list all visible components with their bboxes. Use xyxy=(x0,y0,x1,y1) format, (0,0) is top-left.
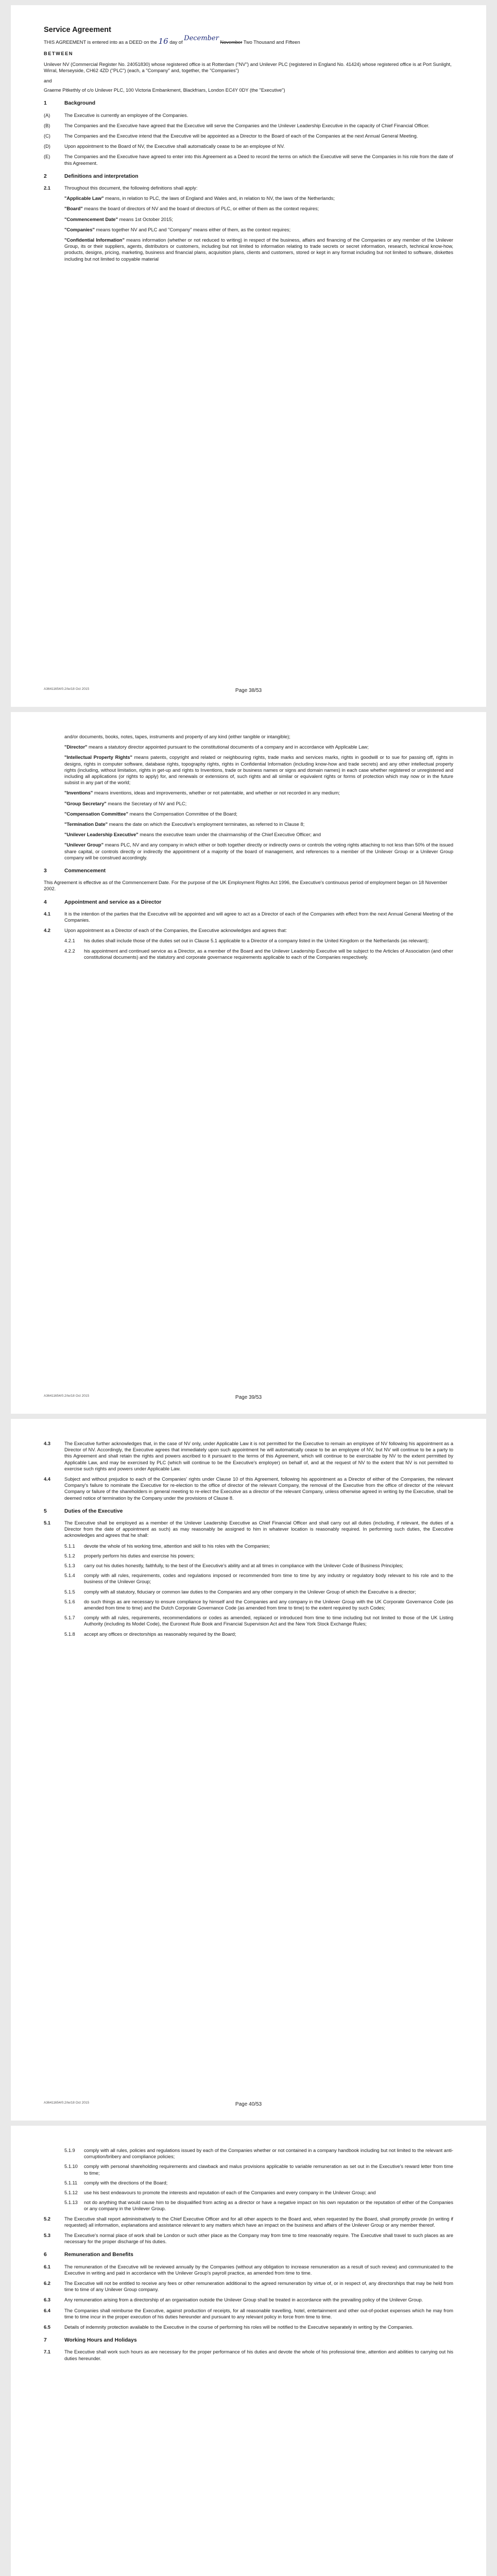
recital-number: (A) xyxy=(44,112,50,118)
recital-number: (E) xyxy=(44,154,50,160)
clause-text: The Companies shall reimburse the Executive, against production of receipts, for all reasonable travelling, hotel, entertainment and other out-of-pocket expenses which he may from time to time incur in the proper execution of his duties hereunder and pursuant to any relevant policy in force from time to time. xyxy=(64,2308,453,2319)
section-heading-duties xyxy=(44,1509,453,1515)
section-heading-definitions xyxy=(44,174,453,180)
clause-5-1-5 xyxy=(64,1589,453,1595)
section-title: Duties of the Executive xyxy=(64,1508,123,1514)
definition-text: means 1st October 2015; xyxy=(117,216,173,222)
clause-text: The Executive will not be entitled to receive any fees or other remuneration additional to the agreed remuneration by virtue of, or in respect of, any directorships that may be held from time to time of any Unilever Group company. xyxy=(64,2281,453,2293)
footer-document-ref: A36411654/0.2/Ie/18 Oct 2015 xyxy=(44,2101,90,2105)
clause-5-1-8 xyxy=(64,1631,453,1637)
subclause-number: 5.1.5 xyxy=(64,1589,75,1595)
clause-number: 6.3 xyxy=(44,2297,50,2303)
definition-text: means the Secretary of NV and PLC; xyxy=(106,801,187,806)
section-number: 3 xyxy=(44,868,47,874)
recital-d xyxy=(44,143,453,149)
subclause-number: 5.1.10 xyxy=(64,2164,78,2170)
clause-text: It is the intention of the parties that the Executive will be appointed and will agree to act as a Director of each of the Companies with effect from the next Annual General Meeting of the Companies. xyxy=(64,911,453,923)
definition-confidential-information xyxy=(64,237,453,262)
clause-5-1-13 xyxy=(64,2199,453,2212)
subclause-text: carry out his duties honestly, faithfully, to the best of the Executive's ability and at all times in compliance with the Unilever Code of Business Principles; xyxy=(84,1563,403,1569)
definition-text: means a statutory director appointed pursuant to the constitutional documents of a company and in accordance with Applicable Law; xyxy=(87,744,369,750)
footer-page-number: Page 40/53 xyxy=(235,2102,262,2107)
subclause-number: 4.2.2 xyxy=(64,948,75,954)
recital-a xyxy=(44,112,453,118)
footer-page-number: Page 39/53 xyxy=(235,1395,262,1400)
clause-6-3 xyxy=(44,2297,453,2303)
subclause-text: properly perform his duties and exercise his powers; xyxy=(84,1553,195,1558)
clause-number: 5.3 xyxy=(44,2233,50,2239)
clause-6-4 xyxy=(44,2308,453,2320)
section-number: 6 xyxy=(44,2252,47,2258)
definition-term: "Group Secretary" xyxy=(64,801,107,806)
footer-document-ref: A36411654/0.2/Ie/18 Oct 2015 xyxy=(44,1394,90,1398)
section-number: 1 xyxy=(44,100,47,107)
recital-text: The Companies and the Executive intend that the Executive will be appointed as a Director to the Board of each of the Companies at the next Annual General Meeting. xyxy=(64,133,418,139)
definition-term: "Director" xyxy=(64,744,88,750)
clause-5-1-10 xyxy=(64,2163,453,2176)
intro-tail: Two Thousand and Fifteen xyxy=(243,40,300,45)
subclause-number: 5.1.12 xyxy=(64,2190,78,2196)
subclause-text: comply with all rules, policies and regulations issued by each of the Companies whether or not contained in a company handbook including but not limited to the relevant anti-corruption/bribery and compliance policies; xyxy=(84,2148,453,2160)
party-executive: Graeme Pitkethly of c/o Unilever PLC, 100 Victoria Embankment, Blackfriars, London EC4Y 0DY (the "Executive") xyxy=(44,88,285,93)
definition-term: "Inventions" xyxy=(64,790,93,796)
clause-5-1-3 xyxy=(64,1563,453,1569)
section-title: Commencement xyxy=(64,868,106,874)
clause-text: Details of indemnity protection available to the Executive in the course of performing his roles will be notified to the Executive separately in writing by the Companies. xyxy=(64,2325,414,2330)
definition-intellectual-property-rights xyxy=(64,754,453,786)
clause-5-3 xyxy=(44,2232,453,2245)
page-footer xyxy=(44,2101,453,2108)
recital-text: The Companies and the Executive have agreed that the Executive will serve the Companies and the Unilever Leadership Executive in the capacity of Chief Financial Officer. xyxy=(64,123,430,128)
definition-companies xyxy=(64,227,453,233)
clause-5-1-1 xyxy=(64,1543,453,1549)
commencement-text: This Agreement is effective as of the Commencement Date. For the purpose of the UK Employment Rights Act 1996, the Executive's continuous period of employment began on 18 November 2002. xyxy=(44,880,448,892)
clause-number: 4.1 xyxy=(44,911,50,917)
definition-term: "Commencement Date" xyxy=(64,216,118,222)
clause-5-1-6 xyxy=(64,1599,453,1611)
struck-month: November xyxy=(220,40,243,45)
definition-unilever-leadership-executive xyxy=(64,832,453,838)
section-heading-working-hours xyxy=(44,2337,453,2344)
subclause-text: comply with personal shareholding requirements and clawback and malus provisions applicable to variable remuneration as set out in the Executive's reward letter from time to time; xyxy=(84,2164,453,2176)
definition-text: means the board of directors of NV and the board of directors of PLC, or either of them as the context requires; xyxy=(82,206,319,212)
section-number: 7 xyxy=(44,2337,47,2344)
clause-5-1-12 xyxy=(64,2190,453,2196)
subclause-text: comply with the directions of the Board; xyxy=(84,2180,168,2185)
clause-text: Throughout this document, the following definitions shall apply: xyxy=(64,185,198,191)
definition-text: means information (whether or not reduced to writing) in respect of the business, affairs and financing of the Companies or any member of the Unilever Group, its or their suppliers, agents, distributors or customers, including but not limited to information relating to trade secrets or secret information, research, technical know-how, products, designs, pricing, marketing, business and financial plans, acquisition plans, clients and customers, stored or kept in any format including but not limited to software, diskettes including but not limited to copyable material xyxy=(64,238,453,262)
subclause-number: 4.2.1 xyxy=(64,938,75,944)
definition-commencement-date xyxy=(64,216,453,223)
definition-board xyxy=(64,206,453,212)
definition-text: means inventions, ideas and improvements, whether or not patentable, and whether or not recorded in any medium; xyxy=(93,790,340,796)
section-number: 4 xyxy=(44,899,47,905)
definition-term: "Confidential Information" xyxy=(64,238,125,243)
subclause-number: 5.1.2 xyxy=(64,1553,75,1558)
clause-6-2 xyxy=(44,2280,453,2293)
page-40 xyxy=(11,1419,486,2121)
recital-e xyxy=(44,154,453,166)
subclause-number: 5.1.6 xyxy=(64,1599,75,1604)
clause-4-2 xyxy=(44,927,453,934)
clause-text: Upon appointment as a Director of each of the Companies, the Executive acknowledges and agrees that: xyxy=(64,928,287,934)
definition-director xyxy=(64,744,453,750)
subclause-text: do such things as are necessary to ensure compliance by himself and the Companies and any company in the Unilever Group with the UK Corporate Governance Code (as amended from time to time) and the Dutch Corporate Governance Code (as amended from time to time) to the extent required by such Codes; xyxy=(84,1599,453,1611)
clause-5-1-7 xyxy=(64,1615,453,1627)
section-number: 2 xyxy=(44,173,47,179)
clause-number: 7.1 xyxy=(44,2349,50,2355)
section-heading-commencement xyxy=(44,868,453,874)
clause-5-1 xyxy=(44,1520,453,1539)
recital-text: The Companies and the Executive have agreed to enter into this Agreement as a Deed to record the terms on which the Executive will serve the Companies in his role from the date of this Agreement. xyxy=(64,154,453,166)
definition-text: means patents, copyright and related or neighbouring rights, trade marks and services marks, rights in goodwill or to sue for passing off, rights in designs, rights in computer software, database rights, topography rights, rights in Confidential Information (including know-how and trade secrets) and any other intellectual property rights (including, without limitation, rights in get-up and rights to Inventions, trade or business names or signs and domain names) in each case whether registered or unregistered and including all applications (or rights to apply) for, and renewals or extensions of, such rights and all similar or equivalent rights or forms of protection which may now or in the future subsist in any part of the world; xyxy=(64,755,454,786)
clause-5-1-2 xyxy=(64,1553,453,1559)
subclause-number: 5.1.4 xyxy=(64,1573,75,1579)
definition-unilever-group xyxy=(64,842,453,861)
clause-text: The Executive shall be employed as a member of the Unilever Leadership Executive as Chief Financial Officer and shall carry out all duties (including, if relevant, the duties of a Director from the date of appointment as such) as may reasonably be assigned to him in whatever location is reasonably required. In performing such duties, the Executive acknowledges and agrees that he shall: xyxy=(64,1520,453,1538)
definition-text: means PLC, NV and any company in which either or both together directly or indirectly owns or controls the voting rights attaching to not less than 50% of the issued share capital, or controls directly or indirectly the appointment of a majority of the board of management, and references to a member of the Unilever Group or a Unilever Group company will be construed accordingly. xyxy=(64,842,453,860)
subclause-text: accept any offices or directorships as reasonably required by the Board; xyxy=(84,1631,236,1637)
subclause-text: his duties shall include those of the duties set out in Clause 5.1 applicable to a Director of a company listed in the United Kingdom or the Netherlands (as relevant); xyxy=(84,938,429,944)
subclause-number: 5.1.9 xyxy=(64,2148,75,2153)
definition-text: means together NV and PLC and "Company" means either of them, as the context requires; xyxy=(94,227,291,232)
clause-5-2 xyxy=(44,2216,453,2228)
definition-text: means the Compensation Committee of the Board; xyxy=(128,811,237,817)
section-heading-background xyxy=(44,100,453,107)
intro-lead: THIS AGREEMENT is entered into as a DEED on the xyxy=(44,40,157,45)
recital-number: (D) xyxy=(44,144,50,149)
clause-4-2-2 xyxy=(64,948,453,960)
clause-4-4 xyxy=(44,1476,453,1501)
clause-number: 4.2 xyxy=(44,928,50,934)
page-39 xyxy=(11,712,486,1414)
clause-text: The Executive shall report administratively to the Chief Executive Officer and for all other aspects to the Board and, when requested by the Board, shall promptly provide (in writing if requested) all information, explanations and assistance relevant to any matters which have an impact on the business and affairs of the Unilever Group or any member thereof. xyxy=(64,2216,453,2228)
section-title: Appointment and service as a Director xyxy=(64,899,162,905)
clause-6-5 xyxy=(44,2324,453,2330)
footer-page-number: Page 38/53 xyxy=(235,688,262,693)
definition-term: "Compensation Committee" xyxy=(64,811,129,817)
definition-term: "Board" xyxy=(64,206,83,212)
clause-text: The Executive further acknowledges that, in the case of NV only, under Applicable Law it is not permitted for the Executive to remain an employee of NV following his appointment as a Director of NV. Accordingly, the Executive agrees that immediately upon such appointment he will automatically cease to be an employee of NV, but NV will continue to be a party to this Agreement and shall retain the rights and powers ascribed to it pursuant to the terms of this Agreement, which will continue to be exercisable by NV to the extent permitted by Applicable Law, and may be exercised by PLC (which will continue to be the Executive's employer) on behalf of, and at the request of NV to the extent that NV is not permitted to exercise such rights and powers under Applicable Law. xyxy=(64,1441,453,1471)
subclause-number: 5.1.13 xyxy=(64,2200,78,2206)
section-title: Remuneration and Benefits xyxy=(64,2252,133,2258)
handwritten-month: December xyxy=(184,35,219,43)
footer-document-ref: A36411654/0.2/Ie/18 Oct 2015 xyxy=(44,687,90,691)
definition-text: means the executive team under the chairmanship of the Chief Executive Officer; and xyxy=(138,832,321,838)
subclause-text: comply with all rules, requirements, recommendations or codes as amended, replaced or introduced from time to time including but not limited to those of the UK Listing Authority (including its Model Code), the Euronext Rule Book and Financial Supervision Act and the New York Stock Exchange Rules; xyxy=(84,1615,453,1627)
section-title: Definitions and interpretation xyxy=(64,173,139,179)
page-38 xyxy=(11,5,486,707)
recital-text: The Executive is currently an employee of the Companies. xyxy=(64,112,188,118)
clause-number: 4.4 xyxy=(44,1477,50,1482)
clause-5-1-4 xyxy=(64,1572,453,1585)
clause-4-3 xyxy=(44,1440,453,1472)
party-and: and xyxy=(44,78,52,84)
clause-number: 6.1 xyxy=(44,2264,50,2269)
clause-text: The Executive shall work such hours as are necessary for the proper performance of his duties and devote the whole of his professional time, attention and abilities to carrying out his duties hereunder. xyxy=(64,2349,453,2361)
subclause-number: 5.1.8 xyxy=(64,1631,75,1637)
recital-c xyxy=(44,133,453,139)
section-heading-appointment xyxy=(44,900,453,906)
definition-inventions xyxy=(64,790,453,796)
definition-compensation-committee xyxy=(64,811,453,817)
clause-4-1 xyxy=(44,911,453,923)
clause-text: The Executive's normal place of work shall be London or such other place as the Company may from time to time reasonably require. The Executive shall travel to such places as are necessary for the proper discharge of his duties. xyxy=(64,2233,453,2245)
definition-term: "Termination Date" xyxy=(64,822,108,827)
clause-number: 4.3 xyxy=(44,1441,50,1446)
section-heading-remuneration xyxy=(44,2252,453,2258)
clause-number: 2.1 xyxy=(44,185,50,191)
recital-text: Upon appointment to the Board of NV, the Executive shall automatically cease to be an employee of NV. xyxy=(64,144,285,149)
definition-applicable-law xyxy=(64,195,453,201)
subclause-number: 5.1.3 xyxy=(64,1563,75,1569)
definition-term: "Applicable Law" xyxy=(64,196,104,201)
subclause-number: 5.1.11 xyxy=(64,2180,78,2185)
clause-text: Subject and without prejudice to each of the Companies' rights under Clause 10 of this Agreement, following his appointment as a Director of either of the Companies, the relevant Company's failure to nominate the Executive for re-election to the office of director of the relevant Company, the removal of the Executive from the office of director of the relevant Company or failure of the shareholders in general meeting to re-elect the Executive as a director of the relevant Company, unless otherwise agreed in writing by the Executive, shall be deemed notice of termination by the Company under the provisions of Clause 8. xyxy=(64,1477,453,1501)
subclause-text: devote the whole of his working time, attention and skill to his roles with the Companies; xyxy=(84,1543,270,1549)
recital-number: (B) xyxy=(44,123,50,128)
subclause-text: comply with all statutory, fiduciary or common law duties to the Companies and any other company in the Unilever Group of which the Executive is a director; xyxy=(84,1589,416,1595)
definition-group-secretary xyxy=(64,801,453,807)
party-companies: Unilever NV (Commercial Register No. 24051830) whose registered office is at Rotterdam ("NV") and Unilever PLC (registered in England No. 41424) whose registered office is at Port Sunlight, Wirral, Merseyside, CH62 4ZD ("PLC") (each, a "Company" and, together, the "Companies") xyxy=(44,61,452,73)
subclause-number: 5.1.7 xyxy=(64,1615,75,1621)
recital-b xyxy=(44,123,453,129)
clause-5-1-11 xyxy=(64,2180,453,2186)
clause-4-2-1 xyxy=(64,938,453,944)
page-41 xyxy=(11,2126,486,2576)
subclause-text: use his best endeavours to promote the interests and reputation of each of the Companies and every company in the Unilever Group; and xyxy=(84,2190,376,2196)
page-footer xyxy=(44,687,453,694)
clause-number: 6.4 xyxy=(44,2308,50,2313)
definition-continuation: and/or documents, books, notes, tapes, instruments and property of any kind (either tangible or intangible); xyxy=(64,734,290,739)
page-footer xyxy=(44,1394,453,1401)
section-number: 5 xyxy=(44,1508,47,1514)
document-title: Service Agreement xyxy=(44,26,111,34)
clause-text: Any remuneration arising from a directorship of an organisation outside the Unilever Group shall be treated in accordance with the prevailing policy of the Unilever Group. xyxy=(64,2297,423,2303)
definition-text: means, in relation to PLC, the laws of England and Wales and, in relation to NV, the laws of the Netherlands; xyxy=(104,196,335,201)
clause-7-1 xyxy=(44,2349,453,2361)
subclause-text: not do anything that would cause him to be disqualified from acting as a director or have a negative impact on his own reputation or the reputation of either of the Companies or any company in the Unilever Group. xyxy=(84,2200,453,2212)
section-title: Background xyxy=(64,100,96,107)
recital-number: (C) xyxy=(44,133,50,139)
clause-number: 6.2 xyxy=(44,2281,50,2286)
agreement-intro xyxy=(44,35,453,46)
subclause-text: comply with all rules, requirements, codes and regulations imposed or recommended from time to time by any industry or regulatory body relevant to his role and to the business of the Unilever Group; xyxy=(84,1573,453,1585)
clause-2-1 xyxy=(44,185,453,191)
handwritten-day: 16 xyxy=(158,37,168,46)
definition-term: "Unilever Leadership Executive" xyxy=(64,832,139,838)
definition-term: "Companies" xyxy=(64,227,95,232)
clause-5-1-9 xyxy=(64,2147,453,2160)
section-title: Working Hours and Holidays xyxy=(64,2337,137,2344)
clause-number: 5.2 xyxy=(44,2216,50,2222)
definition-term: "Intellectual Property Rights" xyxy=(64,755,132,760)
definition-term: "Unilever Group" xyxy=(64,842,104,848)
between-heading: BETWEEN xyxy=(44,51,73,57)
subclause-number: 5.1.1 xyxy=(64,1543,75,1549)
definition-termination-date xyxy=(64,821,453,827)
clause-number: 6.5 xyxy=(44,2325,50,2330)
intro-day-of: day of xyxy=(169,40,183,45)
subclause-text: his appointment and continued service as a Director, as a member of the Board and the Unilever Leadership Executive will be subject to the Articles of Association (and other constitutional documents) and the statutory and corporate governance requirements applicable to each of the Companies respectively. xyxy=(84,948,453,960)
clause-number: 5.1 xyxy=(44,1520,50,1526)
clause-text: The remuneration of the Executive will be reviewed annually by the Companies (without any obligation to increase remuneration as a result of such review) and communicated to the Executive in writing and paid in accordance with the Unilever Group's payroll practice, as amended from time to time. xyxy=(64,2264,453,2276)
definition-text: means the date on which the Executive's employment terminates, as referred to in Clause 8; xyxy=(108,822,305,827)
clause-6-1 xyxy=(44,2264,453,2276)
